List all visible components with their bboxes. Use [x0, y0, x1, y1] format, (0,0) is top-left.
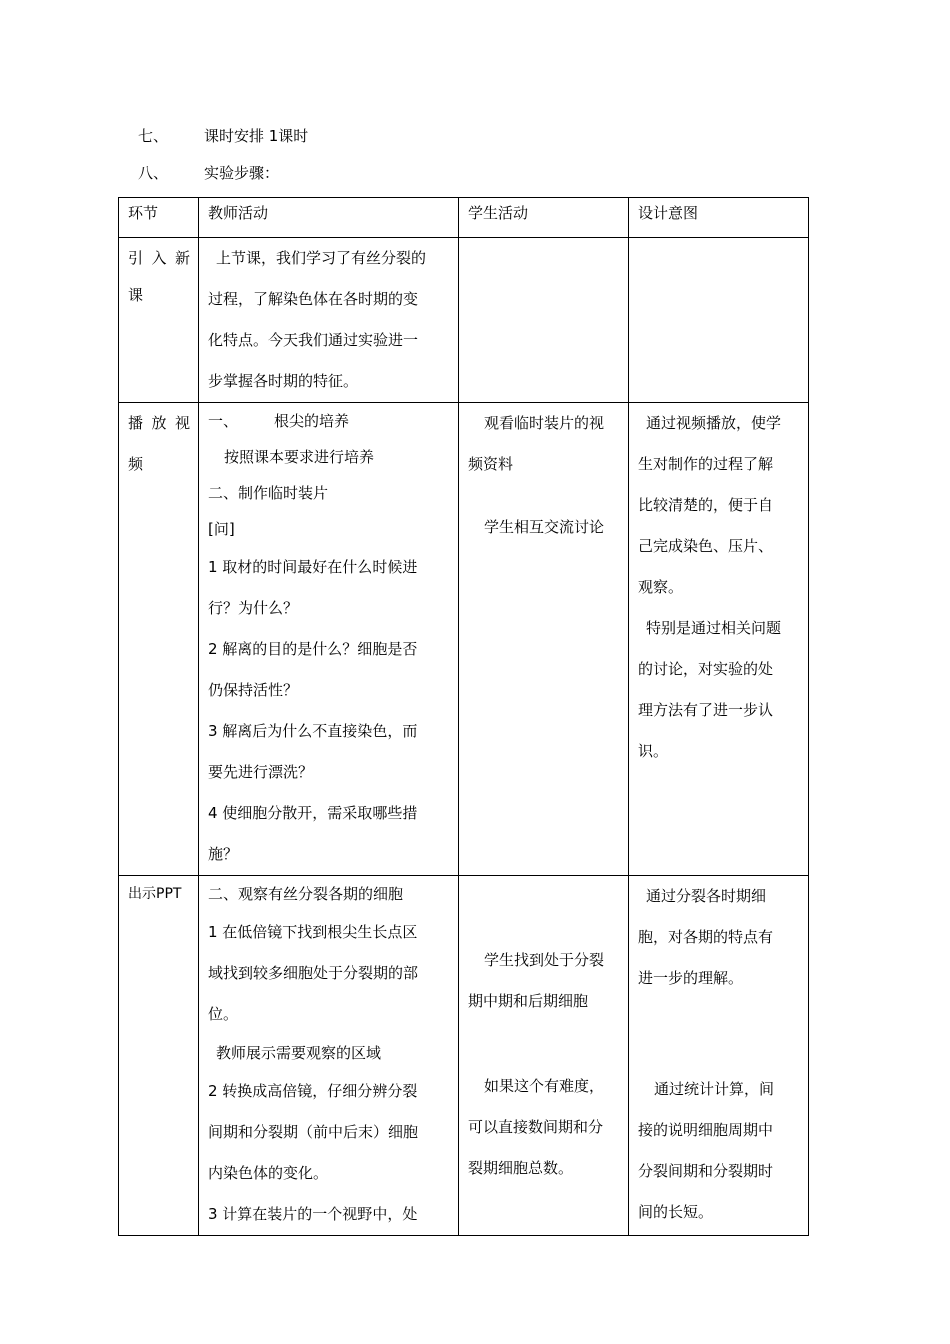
teacher-line: [问]	[208, 520, 235, 538]
design-line: 特别是通过相关问题	[646, 619, 782, 637]
design-line: 理方法有了进一步认	[638, 701, 774, 719]
teacher-line: 步掌握各时期的特征。	[208, 372, 359, 390]
teacher-line: 化特点。今天我们通过实验进一	[208, 331, 419, 349]
heading-text: 课时安排 1课时	[204, 127, 309, 145]
design-line: 通过分裂各时期细	[646, 887, 767, 905]
design-line: 进一步的理解。	[638, 969, 744, 987]
student-line: 学生相互交流讨论	[484, 518, 605, 536]
teacher-line: 3 解离后为什么不直接染色，而	[208, 722, 418, 740]
teacher-line: 间期和分裂期（前中后末）细胞	[208, 1123, 419, 1141]
teacher-line: 上节课，我们学习了有丝分裂的	[216, 249, 427, 267]
student-line: 频资料	[468, 455, 514, 473]
student-line: 期中期和后期细胞	[468, 992, 589, 1010]
stage-line: 引入新	[128, 249, 190, 267]
teacher-line: 按照课本要求进行培养	[224, 448, 375, 466]
teacher-line: 二、观察有丝分裂各期的细胞	[208, 885, 404, 903]
design-line: 胞，对各期的特点有	[638, 928, 774, 946]
table-row-ppt	[119, 876, 809, 1236]
student-line: 裂期细胞总数。	[468, 1159, 574, 1177]
stage-line: 播放视	[128, 414, 190, 432]
heading-number: 八、	[138, 164, 169, 182]
stage-cell	[119, 403, 199, 876]
list-number: 一、	[208, 412, 239, 430]
teacher-line: 2 转换成高倍镜，仔细分辨分裂	[208, 1082, 418, 1100]
teacher-line: 仍保持活性？	[208, 681, 299, 699]
section-heading-7	[138, 124, 308, 148]
stage-cell	[119, 876, 199, 1236]
stage-line: 出示PPT	[128, 886, 182, 902]
design-line: 比较清楚的，便于自	[638, 496, 774, 514]
design-line: 生对制作的过程了解	[638, 455, 774, 473]
design-line: 观察。	[638, 578, 684, 596]
lesson-plan-table	[118, 197, 809, 1236]
table-header-row	[119, 198, 809, 238]
teacher-line: 3 计算在装片的一个视野中，处	[208, 1205, 418, 1223]
design-intent-cell	[629, 876, 809, 1236]
section-heading-8	[138, 161, 279, 185]
student-activity-cell	[459, 238, 629, 403]
student-line: 观看临时装片的视	[484, 414, 605, 432]
student-line: 学生找到处于分裂	[484, 951, 605, 969]
student-activity-cell	[459, 876, 629, 1236]
stage-line: 频	[128, 455, 144, 473]
stage-line: 课	[128, 286, 144, 304]
teacher-line: 二、制作临时装片	[208, 484, 329, 502]
design-line: 间的长短。	[638, 1203, 714, 1221]
teacher-line: 域找到较多细胞处于分裂期的部	[208, 964, 419, 982]
design-line: 己完成染色、压片、	[638, 537, 774, 555]
heading-number: 七、	[138, 127, 169, 145]
design-line: 通过视频播放，使学	[646, 414, 782, 432]
column-header-stage: 环节	[119, 198, 199, 238]
teacher-line: 4 使细胞分散开，需采取哪些措	[208, 804, 418, 822]
student-activity-cell	[459, 403, 629, 876]
column-header-teacher: 教师活动	[199, 198, 459, 238]
teacher-line: 行？为什么？	[208, 599, 299, 617]
stage-cell	[119, 238, 199, 403]
teacher-line: 要先进行漂洗？	[208, 763, 314, 781]
teacher-line: 过程，了解染色体在各时期的变	[208, 290, 419, 308]
design-line: 接的说明细胞周期中	[638, 1121, 774, 1139]
teacher-activity-cell	[199, 876, 459, 1236]
table-row-video	[119, 403, 809, 876]
heading-text: 实验步骤：	[204, 164, 280, 182]
design-intent-cell	[629, 403, 809, 876]
teacher-line	[208, 403, 450, 439]
design-line: 通过统计计算，间	[654, 1080, 775, 1098]
teacher-line: 1 在低倍镜下找到根尖生长点区	[208, 923, 418, 941]
teacher-activity-cell	[199, 238, 459, 403]
list-title: 根尖的培养	[274, 412, 350, 430]
student-line: 可以直接数间期和分	[468, 1118, 604, 1136]
design-intent-cell	[629, 238, 809, 403]
teacher-line: 内染色体的变化。	[208, 1164, 329, 1182]
student-line: 如果这个有难度，	[484, 1077, 605, 1095]
teacher-line: 教师展示需要观察的区域	[216, 1044, 382, 1062]
teacher-line: 施？	[208, 845, 239, 863]
teacher-line: 位。	[208, 1005, 239, 1023]
teacher-activity-cell	[199, 403, 459, 876]
design-line: 的讨论，对实验的处	[638, 660, 774, 678]
teacher-line: 1 取材的时间最好在什么时候进	[208, 558, 418, 576]
column-header-design: 设计意图	[629, 198, 809, 238]
table-row-intro	[119, 238, 809, 403]
column-header-student: 学生活动	[459, 198, 629, 238]
design-line: 分裂间期和分裂期时	[638, 1162, 774, 1180]
teacher-line: 2 解离的目的是什么？细胞是否	[208, 640, 418, 658]
design-line: 识。	[638, 742, 669, 760]
